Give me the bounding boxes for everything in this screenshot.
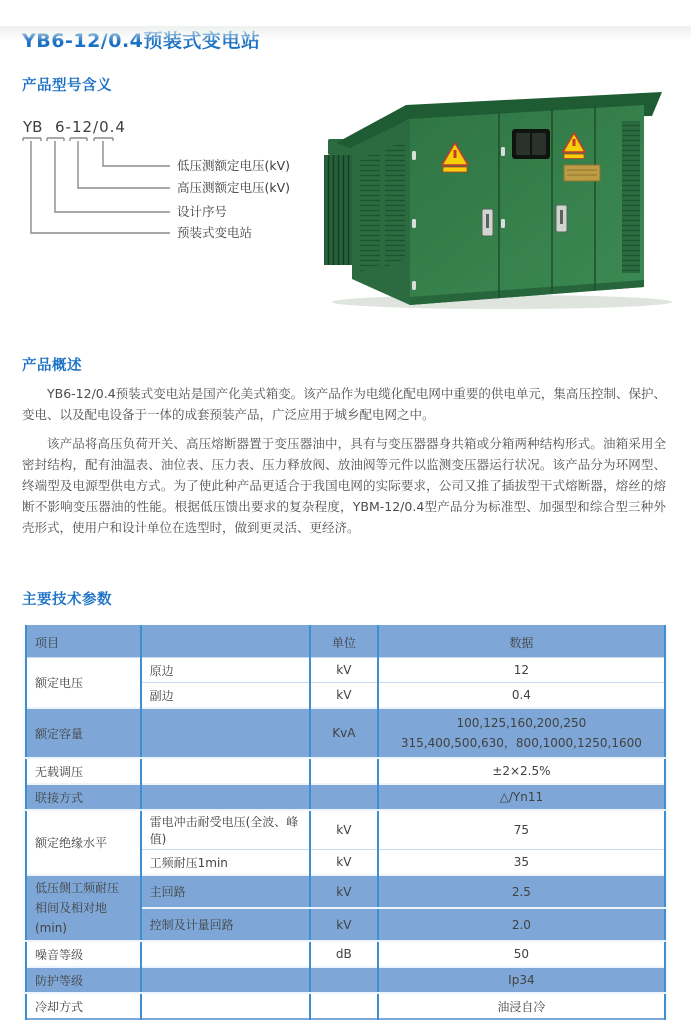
door-window bbox=[512, 129, 550, 159]
spec-sub-cell: 雷电冲击耐受电压(全波、峰值) bbox=[141, 810, 310, 850]
spec-unit-cell bbox=[310, 758, 378, 784]
col-header-data: 数据 bbox=[378, 626, 665, 658]
table-row bbox=[26, 941, 665, 967]
model-code-prefix: YB bbox=[23, 118, 43, 136]
spec-sub-cell bbox=[141, 784, 310, 810]
spec-item-cell: 联接方式 bbox=[26, 784, 141, 810]
table-row bbox=[26, 810, 665, 850]
spec-item-cell: 额定容量 bbox=[26, 708, 141, 758]
spec-unit-cell: kV bbox=[310, 658, 378, 683]
spec-item-cell: 额定电压 bbox=[26, 658, 141, 709]
nameplate bbox=[564, 165, 600, 181]
model-meaning-area bbox=[0, 105, 691, 333]
spec-value-cell: △/Yn11 bbox=[378, 784, 665, 810]
spec-item-cell: 冷却方式 bbox=[26, 993, 141, 1019]
model-label-high-voltage: 高压测额定电压(kV) bbox=[177, 180, 291, 195]
table-row bbox=[26, 658, 665, 683]
spec-sub-cell: 工频耐压1min bbox=[141, 850, 310, 876]
spec-unit-cell: kV bbox=[310, 850, 378, 876]
table-row bbox=[26, 784, 665, 810]
col-header-sub bbox=[141, 626, 310, 658]
spec-unit-cell: kV bbox=[310, 683, 378, 709]
spec-unit-cell: kV bbox=[310, 875, 378, 908]
overview-paragraph-1: YB6-12/0.4预装式变电站是国产化美式箱变。该产品作为电缆化配电网中重要的供电单元，集高压控制、保护、变电、以及配电设备于一体的成套预装产品，广泛应用于城乡配电网之中。 bbox=[22, 386, 666, 422]
spec-value-cell: 75 bbox=[378, 810, 665, 850]
spec-sub-cell bbox=[141, 967, 310, 993]
page-title: YB6-12/0.4预装式变电站 bbox=[22, 30, 261, 52]
spec-value-cell: ±2×2.5% bbox=[378, 758, 665, 784]
spec-sub-cell bbox=[141, 708, 310, 758]
model-code-rest: 6-12/0.4 bbox=[55, 118, 126, 136]
spec-sub-cell bbox=[141, 758, 310, 784]
spec-value-cell: 2.0 bbox=[378, 908, 665, 941]
spec-sub-cell: 控制及计量回路 bbox=[141, 908, 310, 941]
spec-item-cell: 防护等级 bbox=[26, 967, 141, 993]
spec-sub-cell bbox=[141, 993, 310, 1019]
spec-value-cell: 0.4 bbox=[378, 683, 665, 709]
spec-value-cell: 50 bbox=[378, 941, 665, 967]
spec-value-cell: 35 bbox=[378, 850, 665, 876]
spec-item-cell bbox=[26, 875, 141, 941]
overview-paragraph-2: 该产品将高压负荷开关、高压熔断器置于变压器油中，具有与变压器器身共箱或分箱两种结构形式。油箱采用全密封结构，配有油温表、油位表、压力表、压力释放阀、放油阀等元件以监测变压器运行状况。该产品分为环网型、终端型及电源型供电方式。为了使此种产品更适合于我国电网的实际要求，公司又推了插拔型干式熔断器，熔丝的熔断不影响变压器油的性能。根据低压馈出要求的复杂程度，YBM-12/0.4型产品分为标准型、加强型和综合型三种外壳形式，使用户和设计单位在选型时，做到更灵活、更经济。 bbox=[22, 436, 666, 535]
model-label-prefab-substation: 预装式变电站 bbox=[177, 225, 253, 240]
spec-value-line: 315,400,500,630，800,1000,1250,1600 bbox=[400, 736, 642, 750]
section-heading-model-meaning: 产品型号含义 bbox=[22, 78, 112, 94]
spec-item-line: 相间及相对地(min) bbox=[35, 901, 108, 935]
table-row bbox=[26, 875, 665, 908]
door-handle bbox=[482, 209, 493, 236]
table-row bbox=[26, 758, 665, 784]
spec-sub-cell: 副边 bbox=[141, 683, 310, 709]
table-row bbox=[26, 993, 665, 1019]
spec-sub-cell: 原边 bbox=[141, 658, 310, 683]
spec-value-cell: 2.5 bbox=[378, 875, 665, 908]
spec-unit-cell: kV bbox=[310, 810, 378, 850]
model-label-low-voltage: 低压测额定电压(kV) bbox=[177, 158, 291, 173]
specs-table bbox=[25, 625, 666, 1020]
spec-unit-cell: dB bbox=[310, 941, 378, 967]
spec-sub-cell: 主回路 bbox=[141, 875, 310, 908]
section-heading-specs: 主要技术参数 bbox=[22, 592, 112, 608]
cabinet-left-side bbox=[352, 119, 410, 305]
spec-item-line: 低压侧工频耐压 bbox=[35, 881, 120, 895]
spec-value-line: 100,125,160,200,250 bbox=[456, 716, 587, 730]
door-handle bbox=[556, 205, 567, 232]
spec-unit-cell bbox=[310, 967, 378, 993]
table-row bbox=[26, 967, 665, 993]
spec-item-cell: 额定绝缘水平 bbox=[26, 810, 141, 875]
radiator-fins bbox=[324, 139, 354, 265]
spec-sub-cell bbox=[141, 941, 310, 967]
spec-item-cell: 无载调压 bbox=[26, 758, 141, 784]
spec-unit-cell: KvA bbox=[310, 708, 378, 758]
spec-item-cell: 噪音等级 bbox=[26, 941, 141, 967]
section-heading-overview: 产品概述 bbox=[22, 358, 82, 374]
product-photo bbox=[322, 59, 691, 311]
ventilation-louvers bbox=[622, 121, 640, 273]
specs-header-row bbox=[26, 626, 665, 658]
model-label-design-serial: 设计序号 bbox=[177, 204, 228, 219]
spec-value-cell: 12 bbox=[378, 658, 665, 683]
spec-unit-cell bbox=[310, 993, 378, 1019]
table-row bbox=[26, 708, 665, 758]
model-code-diagram bbox=[10, 107, 320, 257]
spec-value-cell bbox=[378, 708, 665, 758]
col-header-unit: 单位 bbox=[310, 626, 378, 658]
spec-unit-cell: kV bbox=[310, 908, 378, 941]
col-header-item: 项目 bbox=[26, 626, 141, 658]
spec-value-cell: Ip34 bbox=[378, 967, 665, 993]
spec-unit-cell bbox=[310, 784, 378, 810]
spec-value-cell: 油浸自冷 bbox=[378, 993, 665, 1019]
